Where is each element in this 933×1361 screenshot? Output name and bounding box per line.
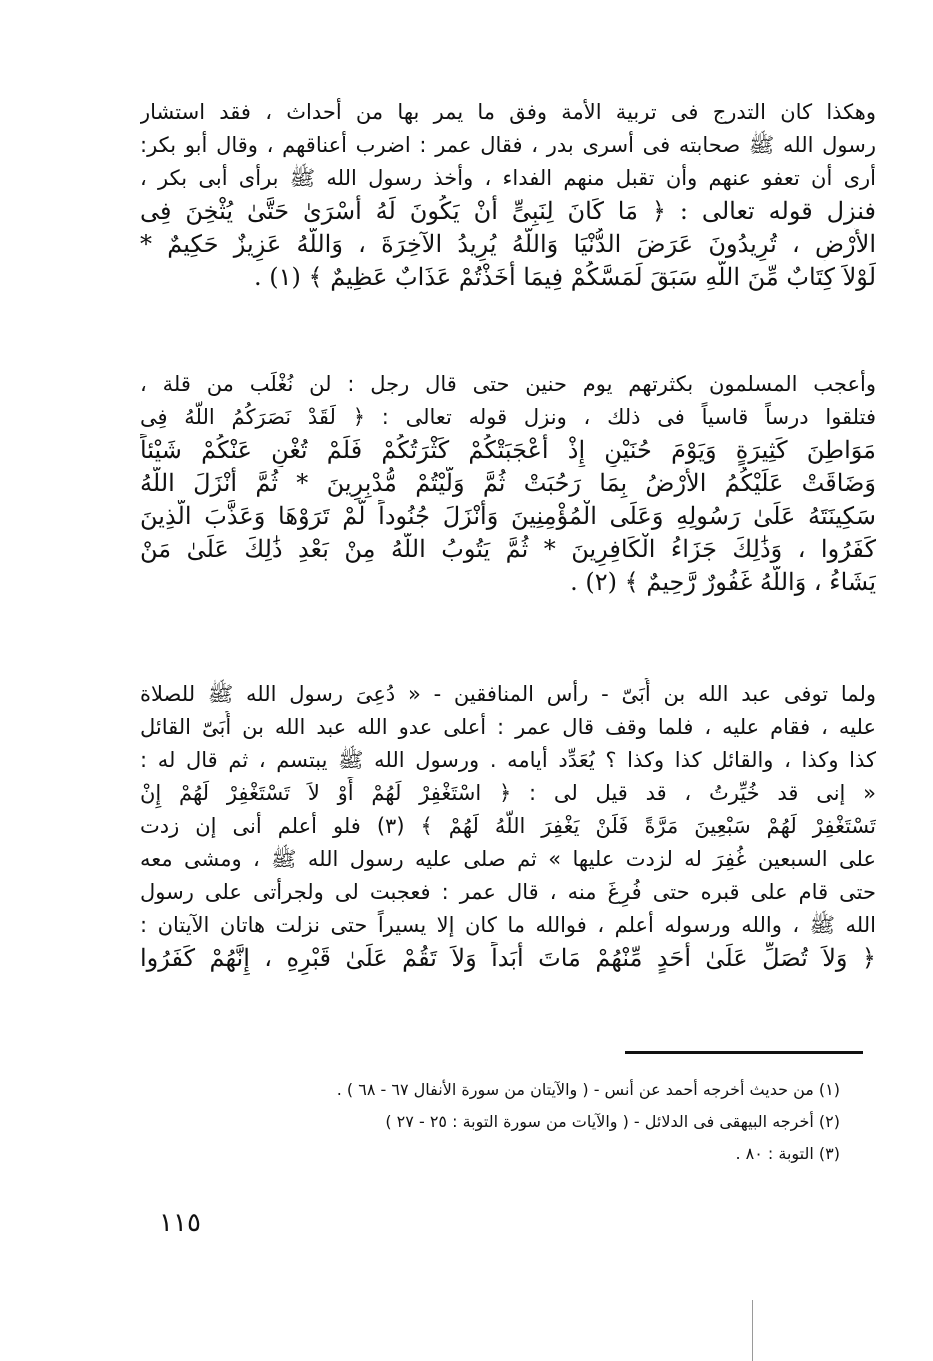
footnotes bbox=[200, 1074, 840, 1170]
quran-verse-line: يَشَاءُ ، وَاللَّهُ غَفُورٌ رَّحِيمٌ ﴾ (٢) . bbox=[570, 568, 876, 596]
quran-verse-line: وَضَاقَتْ عَلَيْكُمُ الأَرْضُ بِمَا رَحُبَتْ ثُمَّ وَلَّيْتُمْ مُّدْبِرِينَ * ثُمَّ أَنْزَلَ اللَّهُ bbox=[140, 469, 876, 497]
footnote-3: (٣) التوبة : ٨٠ . bbox=[735, 1144, 840, 1163]
quran-verse-line: الأَرْضِ ، تُرِيدُونَ عَرَضَ الدُّنْيَا وَاللَّهُ يُرِيدُ الآخِرَةَ ، وَاللَّهُ عَزِيزٌ حَكِيمٌ * bbox=[140, 230, 876, 258]
text-line: كذا وكذا ، والقائل كذا وكذا ؟ يُعَدِّد أيامه . ورسول الله ﷺ يبتسم ، ثم قال له : bbox=[140, 748, 876, 772]
text-line: وهكذا كان التدرج فى تربية الأمة وفق ما يمر بها من أحداث ، فقد استشار bbox=[140, 100, 876, 124]
paragraph-1 bbox=[140, 96, 876, 294]
text-line: عليه ، فقام عليه ، فلما وقف قال عمر : أعلى عدو الله عبد الله بن أُبَىّ القائل bbox=[140, 715, 876, 739]
text-line: الله ﷺ ، والله ورسوله أعلم ، فوالله ما كان إلا يسيراً حتى نزلت هاتان الآيتان : bbox=[140, 913, 876, 937]
text-line: ولما توفى عبد الله بن أُبَىّ - رأس المنافقين - « دُعِىَ رسول الله ﷺ للصلاة bbox=[140, 682, 876, 706]
footnote-2: (٢) أخرجه البيهقى فى الدلائل - ( والآيات من سورة التوبة : ٢٥ - ٢٧ ) bbox=[385, 1112, 840, 1131]
paragraph-2 bbox=[140, 368, 876, 599]
quran-verse-line: لَوْلاَ كِتَابٌ مِّنَ اللَّهِ سَبَقَ لَمَسَّكُمْ فِيمَا أَخَذْتُمْ عَذَابٌ عَظِيمٌ ﴾ (١) . bbox=[254, 263, 876, 291]
text-line: تَسْتَغْفِرْ لَهُمْ سَبْعِينَ مَرَّةً فَلَنْ يَغْفِرَ اللَّهُ لَهُمْ ﴾ (٣) فلو أعلم أنى إن زدت bbox=[140, 814, 876, 838]
text-line: حتى قام على قبره حتى فُرِغَ منه ، قال عمر : فعجبت لى ولجرأتى على رسول bbox=[140, 880, 876, 904]
text-line: فتلقوا درساً قاسياً فى ذلك ، ونزل قوله تعالى : ﴿ لَقَدْ نَصَرَكُمُ اللَّهُ فِى bbox=[140, 405, 876, 429]
paragraph-3 bbox=[140, 678, 876, 975]
footnote-1: (١) من حديث أخرجه أحمد عن أنس - ( والآيتان من سورة الأنفال ٦٧ - ٦٨ ) . bbox=[336, 1080, 840, 1099]
quran-verse-line: كَفَرُوا ، وَذَٰلِكَ جَزَاءُ الْكَافِرِينَ * ثُمَّ يَتُوبُ اللَّهُ مِنْ بَعْدِ ذَٰلِكَ عَلَىٰ مَنْ bbox=[140, 535, 876, 563]
text-line: رسول الله ﷺ صحابته فى أسرى بدر ، فقال عمر : اضرب أعناقهم ، وقال أبو بكر: bbox=[140, 133, 876, 157]
quran-verse-line: فنزل قوله تعالى : ﴿ مَا كَانَ لِنَبِىٍّ أَنْ يَكُونَ لَهُ أَسْرَىٰ حَتَّىٰ يُثْخِنَ فِى bbox=[140, 197, 876, 225]
text-line: « إنى قد خُيِّرتُ ، قد قيل لى : ﴿ اسْتَغْفِرْ لَهُمْ أَوْ لاَ تَسْتَغْفِرْ لَهُمْ إِنْ bbox=[140, 781, 876, 805]
quran-verse-line: مَوَاطِنَ كَثِيرَةٍ وَيَوْمَ حُنَيْنٍ إِذْ أَعْجَبَتْكُمْ كَثْرَتُكُمْ فَلَمْ تُغْنِ عَنْكُمْ شَيْئاً bbox=[140, 436, 876, 464]
footnote-divider bbox=[625, 1051, 863, 1054]
quran-verse-line: ﴿ وَلاَ تُصَلِّ عَلَىٰ أَحَدٍ مِّنْهُمْ مَاتَ أَبَداً وَلاَ تَقُمْ عَلَىٰ قَبْرِهِ ، إِنَّهُمْ كَفَرُوا bbox=[140, 944, 876, 972]
text-line: أرى أن تعفو عنهم وأن تقبل منهم الفداء ، وأخذ رسول الله ﷺ برأى أبى بكر ، bbox=[140, 166, 876, 190]
text-line: على السبعين غُفِرَ له لزدت عليها » ثم صلى عليه رسول الله ﷺ ، ومشى معه bbox=[140, 847, 876, 871]
text-line: وأعجب المسلمون بكثرتهم يوم حنين حتى قال رجل : لن نُغْلَب من قلة ، bbox=[140, 372, 876, 396]
scan-edge-line bbox=[752, 1300, 753, 1361]
quran-verse-line: سَكِينَتَهُ عَلَىٰ رَسُولِهِ وَعَلَى الْمُؤْمِنِينَ وَأَنْزَلَ جُنُوداً لَّمْ تَرَوْهَا وَعَذَّبَ الَّذِينَ bbox=[140, 502, 876, 530]
page-number: ١١٥ bbox=[159, 1208, 201, 1238]
